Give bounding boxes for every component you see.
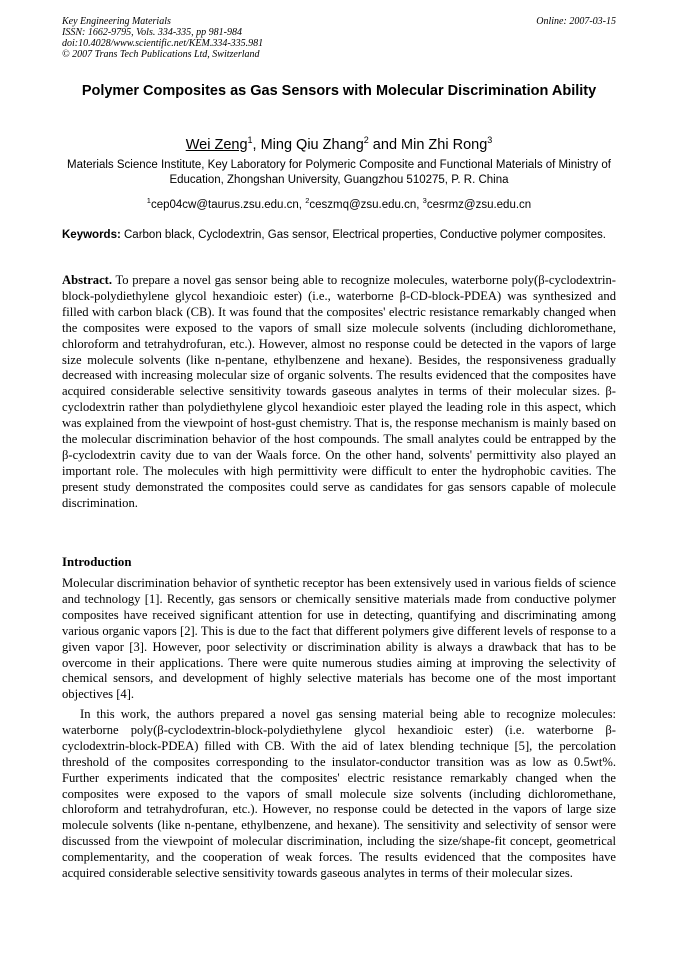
intro-paragraph-2-text: In this work, the authors prepared a novel gas sensing material being able to recognize molecules: waterborne poly(β-cyclodextrin-block-polydiethylene glycol hexandioic ester) (i.e. waterborne β-cyclodextrin-block-PDEA) filled with CB. With the aid of latex blending technique [5], the percolation threshold of the composites corresponding to the insulator-conductor transition was as low as 0.5wt%. Further experiments indicated that the composites' electric resistance remarkably changed when the composites were exposed to the vapors of small molecule size solvents (including dichloromethane, chloroform and tetrahydrofuran, etc.). However, no response could be detected in the vapors of large size molecule solvents (like n-pentane, ethylbenzene, and hexane). The sensitivity and selectivity of sensor were discussed from the viewpoint of molecular discrimination, including the size/shape-fit concept, geometrical complementarity, and the cooperation of weak forces. The results evidenced that the composites have acquired considerable selective sensitivity towards gaseous analytes in terms of their molecular sizes. — [62, 707, 616, 881]
author-2-affil-mark: 2 — [363, 135, 369, 145]
introduction-heading: Introduction — [62, 555, 132, 569]
keywords — [62, 228, 616, 243]
email-2-mark: 2 — [305, 196, 310, 205]
abstract-text: To prepare a novel gas sensor being able to recognize molecules, waterborne poly(β-cyclodextrin-block-polydiethylene glycol hexandioic ester) (i.e., waterborne β-CD-block-PDEA) was synthesized and filled with carbon black (CB). It was found that the composites' electric resistance remarkably changed when the composites were exposed to the vapors of small size molecule solvents (including dichloromethane, chloroform and tetrahydrofuran, etc.). However, almost no response could be detected in the vapors of large size molecule solvents (like n-pentane, ethylbenzene and hexane). Besides, the responsiveness gradually decreased with increasing molecular size of organic solvents. The results evidenced that the composites have acquired considerable selective sensitivity towards gaseous analytes in terms of their molecular sizes. β-cyclodextrin rather than polydiethylene glycol hexandioic ester played the leading role in this aspect, which was explained from the viewpoint of host-gust chemistry. That is, the response mechanism is mainly based on the molecular discrimination behavior of the host compounds. The small analytes could be entrapped by the β-cyclodextrin cavity due to van der Waals force. On the other hand, solvents' permittivity also played an important role. The molecules with high permittivity were difficult to enter the hydrophobic cavities. The present study demonstrated the composites could serve as candidates for gas sensors capable of molecule discrimination. — [62, 273, 616, 510]
journal-copyright: © 2007 Trans Tech Publications Ltd, Switzerland — [62, 49, 260, 60]
keywords-text: Carbon black, Cyclodextrin, Gas sensor, Electrical properties, Conductive polymer composites. — [120, 229, 606, 241]
abstract — [62, 273, 616, 512]
email-2[interactable]: ceszmq@zsu.edu.cn, — [309, 198, 423, 211]
intro-paragraph-1 — [62, 576, 616, 703]
paper-title: Polymer Composites as Gas Sensors with Molecular Discrimination Ability — [81, 83, 597, 99]
email-3-mark: 3 — [422, 196, 427, 205]
email-1[interactable]: cep04cw@taurus.zsu.edu.cn, — [150, 198, 306, 211]
author-separator: , — [252, 136, 261, 153]
affiliation: Materials Science Institute, Key Laboratory for Polymeric Composite and Functional Materials of Ministry of Education, Zhongshan University, Guangzhou 510275, P. R. China — [67, 159, 611, 186]
email-3[interactable]: cesrmz@zsu.edu.cn — [426, 198, 532, 211]
journal-header — [62, 16, 616, 60]
author-3-affil-mark: 3 — [487, 135, 493, 145]
email-1-mark: 1 — [146, 196, 151, 205]
abstract-label: Abstract. — [62, 273, 113, 287]
journal-doi[interactable]: doi:10.4028/www.scientific.net/KEM.334-335.981 — [62, 38, 264, 49]
journal-name: Key Engineering Materials — [62, 16, 171, 27]
journal-issn: ISSN: 1662-9795, Vols. 334-335, pp 981-984 — [62, 27, 242, 38]
intro-paragraph-2 — [62, 707, 616, 882]
author-1-name[interactable]: Wei Zeng — [185, 136, 248, 153]
author-separator: and — [368, 136, 402, 153]
keywords-label: Keywords: — [62, 229, 121, 241]
online-date: Online: 2007-03-15 — [536, 16, 616, 27]
author-2-name: Ming Qiu Zhang — [260, 136, 364, 153]
intro-paragraph-1-text: Molecular discrimination behavior of synthetic receptor has been extensively used in various fields of science and technology [1]. Recently, gas sensors or chemically sensitive materials made from conductive polymer composites have received significant attention for use in detecting, quantifying and discriminating among various organic vapors [2]. This is due to the fact that different polymers give different levels of response to a given vapor [3]. However, poor selectivity or discrimination ability is always a drawback that has to be overcome in their applications. There were quite numerous studies aiming at improving the selectivity of chemical sensors, and development of highly selective materials has become one of the most important objectives [4]. — [62, 576, 616, 702]
author-3-name: Min Zhi Rong — [401, 136, 488, 153]
author-1-affil-mark: 1 — [247, 135, 253, 145]
author-emails — [62, 193, 616, 213]
author-list — [62, 130, 616, 155]
